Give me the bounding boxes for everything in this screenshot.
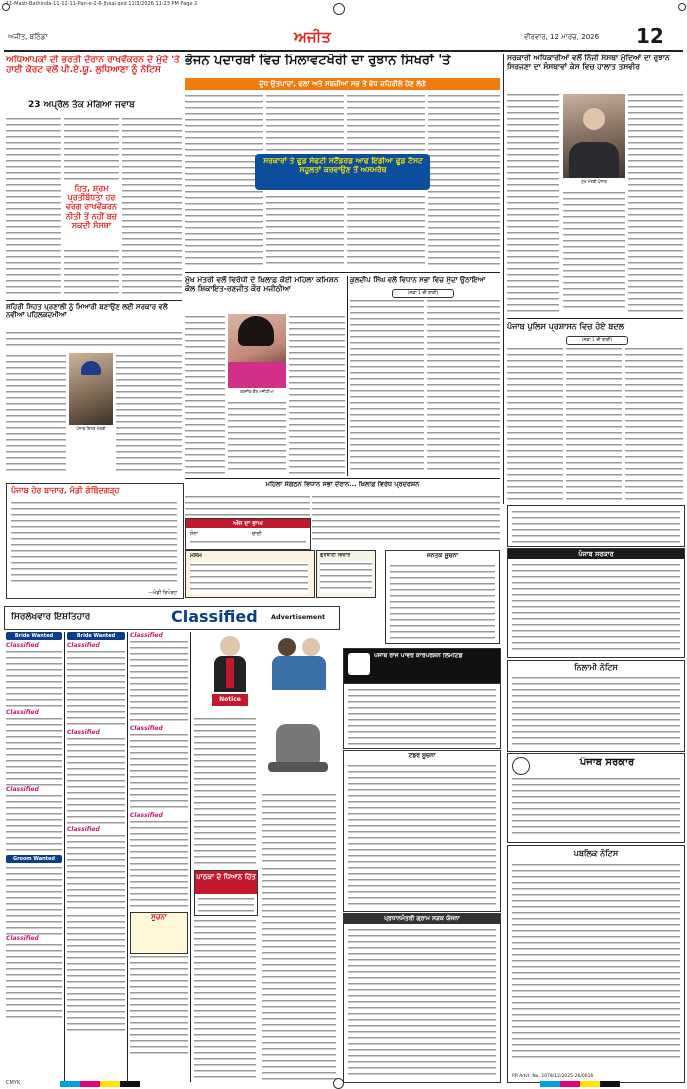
weather-body xyxy=(190,562,308,594)
lead-column xyxy=(185,93,263,268)
gurbani-title: ਗੁਰਬਾਣੀ ਵਿਚਾਰ xyxy=(320,553,351,558)
right-story2-headline: ਪੰਜਾਬ ਪੁਲਿਸ ਪ੍ਰਸ਼ਾਸਨ ਵਿਚ ਹੋਏ ਬਦਲ xyxy=(507,322,625,331)
public-notice-title: ਪਬਲਿਕ ਨੋਟਿਸ xyxy=(573,849,619,858)
news-photo-woman xyxy=(228,314,286,388)
gurbani-box xyxy=(316,550,376,598)
pmgsy-body xyxy=(348,927,496,1077)
notice-label: Notice xyxy=(212,694,248,706)
punjab-sarkar-ad-1-body xyxy=(512,562,680,652)
page-number: 12 xyxy=(636,24,664,48)
classified-banner-punjabi: ਸਿਰਲੇਖਵਾਰ ਇਸ਼ਤਿਹਾਰ xyxy=(11,612,91,622)
women-story-column xyxy=(185,314,225,474)
category-tag: Groom Wanted xyxy=(6,855,62,863)
silver-label: ਚਾਂਦੀ xyxy=(252,531,262,537)
right-story2-column xyxy=(625,346,683,502)
lead-callout-box xyxy=(255,154,430,190)
divider xyxy=(185,478,500,479)
power-corp-ad-body xyxy=(343,683,501,749)
classified-entry xyxy=(262,866,336,1080)
story-column xyxy=(185,494,310,516)
women-story-continued: ਮਹਿਲਾ ਸੰਗਠਨ ਵਿਧਾਨ ਸਭਾ ਦੌਰਾਨ... ਖ਼ਿਲਾਫ਼ ਵਿਰੋਧ ਪ੍ਰਦਰਸ਼ਨ xyxy=(265,481,420,488)
classified-entry xyxy=(6,716,62,786)
lead-column xyxy=(347,93,425,153)
person-head-shape xyxy=(278,638,296,656)
classified-entry xyxy=(262,792,336,862)
classified-logo: Classified xyxy=(6,709,39,716)
right-story-column xyxy=(507,92,559,312)
nilami-title: ਨਿਲਾਮੀ ਨੋਟਿਸ xyxy=(574,663,618,672)
classified-logo: Classified xyxy=(130,725,163,732)
power-corp-body xyxy=(348,687,496,745)
right-story2-column xyxy=(507,346,563,502)
suchna-title: ਸੂਚਨਾ xyxy=(151,913,167,921)
category-tag: Bride Wanted xyxy=(6,632,62,640)
classified-entry xyxy=(130,732,188,812)
hair-shape xyxy=(238,316,274,346)
registration-mark-icon xyxy=(333,1078,344,1089)
classified-banner-subtitle: Advertisement xyxy=(271,614,326,621)
weather-title: ਮੌਸਮ xyxy=(190,553,202,559)
story-column xyxy=(312,494,500,544)
registration-mark-icon xyxy=(2,3,10,11)
punjab-sarkar-2-title: ਪੰਜਾਬ ਸਰਕਾਰ xyxy=(579,757,635,768)
classified-entry xyxy=(6,793,62,853)
public-notice-body xyxy=(512,862,680,1062)
women-story-column xyxy=(228,400,286,474)
people-body-shape xyxy=(272,656,326,690)
left-story1-pullquote: ਹਿਤ, ਸ਼੍ਰਮ ਪ੍ਰਤੀਬੱਧਤਾ ਹਰ ਵਰਗ ਰਾਖਵੇਂਕਰਨ ਨੀਤੀ ਤੋਂ ਨਹੀਂ ਬਚ ਸਕਦੀ ਸੰਸਥਾ xyxy=(65,184,118,230)
lead-column xyxy=(347,194,425,268)
divider xyxy=(507,318,683,319)
tender-ad-1-body xyxy=(390,563,495,639)
classified-column-1 xyxy=(6,632,62,1082)
column-rule xyxy=(64,632,65,1082)
chair-illustration xyxy=(262,718,336,788)
color-bar xyxy=(540,1081,620,1087)
readers-attention-title: ਪਾਠਕਾਂ ਦੇ ਧਿਆਨ ਹਿੱਤ xyxy=(195,871,257,894)
left-story1-column xyxy=(122,116,182,294)
left-story1-column xyxy=(6,116,61,294)
lead-column xyxy=(266,93,344,153)
power-corp-ad-header xyxy=(343,648,501,684)
classified-entry xyxy=(67,913,125,1033)
turban-shape xyxy=(81,361,101,375)
today-rates-title: ਅੱਜ ਦਾ ਭਾਅ xyxy=(186,519,310,528)
mid-story-headline: ਕੁਲਦੀਪ ਸਿੰਘ ਵਲੋਂ ਵਿਧਾਨ ਸਭਾ ਵਿਚ ਮੁੱਦਾ ਉਠਾਇਆ xyxy=(350,276,486,284)
classified-entry xyxy=(194,918,256,1080)
lead-column xyxy=(266,194,344,268)
pmgsy-title: ਪ੍ਰਧਾਨਮੰਤਰੀ ਗ੍ਰਾਮ ਸੜਕ ਯੋਜਨਾ xyxy=(344,914,500,924)
column-rule xyxy=(347,276,348,476)
classified-logo: Classified xyxy=(67,642,100,649)
print-info-strip: 11-Mash-Bathinda-11-12-11-Pan-e-2-6-Jhaal.qxd 11/3/2026 11:23 PM Page 2 xyxy=(6,1,198,7)
color-bar xyxy=(60,1081,140,1087)
dupatta-shape xyxy=(228,362,286,388)
right-story-headline: ਸਰਕਾਰੀ ਅਧਿਕਾਰੀਆਂ ਵਲੋਂ ਨਿੱਜੀ ਸੰਸਥਾ ਮੁੱਦਿਆਂ ਦਾ ਰੁਝਾਨ ਸਿਰਜਣਾ ਦਾ ਸੰਸਥਾਵਾਂ ਕੇਸ ਵਿਚ ਹਾਲਾਤ ਤਸਵੀਰ xyxy=(507,54,670,71)
tender-notice-ad xyxy=(343,750,501,912)
divider xyxy=(185,272,500,273)
women-story-column xyxy=(289,314,345,474)
left-story2-column xyxy=(6,353,66,473)
gurbani-body xyxy=(320,561,372,593)
market-title: ਪੰਜਾਬ ਹੋਰ ਬਾਜ਼ਾਰ, ਮੰਡੀ ਗੋਬਿੰਦਗੜ੍ਹ xyxy=(11,486,120,495)
classified-entry xyxy=(6,865,62,935)
power-corp-title: ਪੰਜਾਬ ਰਾਜ ਪਾਵਰ ਕਾਰਪੋਰੇਸ਼ਨ ਲਿਮਟਿਡ xyxy=(374,653,463,659)
classified-logo: Classified xyxy=(6,642,39,649)
classified-logo: Classified xyxy=(6,935,39,942)
registration-mark-icon xyxy=(333,3,345,15)
jacket-shape xyxy=(569,142,619,178)
punjab-sarkar-ad-1-title: ਪੰਜਾਬ ਸਰਕਾਰ xyxy=(508,549,684,559)
punjab-sarkar-ad-2 xyxy=(507,753,685,843)
classified-logo: Classified xyxy=(67,729,100,736)
tender-ad-1-title: ਜਨਤਕ ਸੂਚਨਾ xyxy=(426,553,459,559)
classified-logo: Classified xyxy=(67,826,100,833)
classified-entry xyxy=(6,649,62,709)
right-story2-column xyxy=(566,346,622,502)
classified-entry xyxy=(6,942,62,1020)
today-rates-box xyxy=(185,518,311,550)
notice-illustration xyxy=(204,634,256,712)
registration-mark-icon xyxy=(678,3,686,11)
classified-entry xyxy=(130,639,188,725)
left-story1-subhead: 23 ਅਪ੍ਰੈਲ ਤੱਕ ਮੰਗਿਆ ਜਵਾਬ xyxy=(28,100,135,110)
cmyk-mark: CMYK xyxy=(6,1080,21,1086)
divider xyxy=(6,300,182,301)
lead-column xyxy=(428,93,500,268)
column-rule xyxy=(127,632,128,1082)
header-rule xyxy=(4,50,683,52)
tender-notice-title: ਟੈਂਡਰ ਸੂਚਨਾ xyxy=(408,753,436,759)
left-story1-column xyxy=(64,116,119,180)
pr-advt-number: PR Advt. No. 1078/12/2025-26/0016 xyxy=(512,1074,594,1079)
classified-entry xyxy=(194,716,256,866)
header-date: ਵੀਰਵਾਰ, 12 ਮਾਰਚ, 2026 xyxy=(524,33,600,41)
masthead-logo: ਅਜੀਤ xyxy=(294,28,331,46)
punjab-sarkar-2-body xyxy=(512,776,680,838)
readers-attention-body xyxy=(198,896,254,912)
category-tag: Bride Wanted xyxy=(67,632,125,640)
mid-story-column xyxy=(427,298,500,474)
column-rule xyxy=(503,54,504,504)
classified-entry xyxy=(130,954,188,1054)
rates-values xyxy=(190,539,306,546)
photo-caption: ਪੰਜਾਬ ਸਿਹਤ ਮੰਤਰੀ xyxy=(76,426,106,431)
photo-caption: ਰਣਜੀਤ ਕੌਰ ਮਜੀਠੀਆ xyxy=(240,389,274,394)
right-story-column xyxy=(628,92,683,312)
couple-illustration xyxy=(262,634,336,712)
classified-logo: Classified xyxy=(130,812,163,819)
gold-label: ਸੋਨਾ xyxy=(190,531,198,537)
photo-caption: ਮੁੱਖ ਮੰਤਰੀ ਪੰਜਾਬ xyxy=(581,179,607,184)
classified-column-3 xyxy=(130,632,188,1082)
classified-banner-title: Classified xyxy=(171,608,258,626)
notice-ad-top-body xyxy=(512,509,680,543)
market-body xyxy=(11,500,177,584)
tender-notice-body xyxy=(348,763,496,908)
nilami-body xyxy=(512,675,680,747)
classified-column-2 xyxy=(67,632,125,1082)
power-corp-logo-icon xyxy=(348,653,370,675)
page-header xyxy=(4,24,683,48)
column-rule xyxy=(190,632,191,1082)
lead-subhead: ਦੁੱਧ ਉਤਪਾਦਾਂ, ਫਲਾਂ ਅਤੇ ਸਬਜ਼ੀਆਂ ਸਭ ਤੋਂ ਵੱਧ ਜ਼ਹਿਰੀਲੇ ਹੋਣ ਲੱਗੇ xyxy=(185,78,500,90)
news-photo-speaker xyxy=(563,94,625,178)
market-rates-box xyxy=(6,483,184,599)
continued-tag: (ਸਫ਼ਾ 1 ਦੀ ਬਾਕੀ) xyxy=(392,289,454,298)
suchna-box xyxy=(130,912,188,954)
nilami-notice-ad xyxy=(507,660,685,752)
women-story-headline: ਮੁੱਖ ਮੰਤਰੀ ਵਲੋਂ ਵਿਰੋਧੀ ਦੇ ਖ਼ਿਲਾਫ਼ ਕੋਈ ਮਹਿਲਾ ਕਮਿਸ਼ਨ ਕੋਲ ਸ਼ਿਕਾਇਤ-ਰਣਜੀਤ ਕੌਰ ਮਜੀਠੀਆ xyxy=(185,276,339,293)
left-story1-column xyxy=(64,248,119,294)
right-story-column xyxy=(563,190,625,312)
govt-emblem-icon xyxy=(512,757,530,775)
left-story1-headline: ਅਧਿਆਪਕਾਂ ਦੀ ਭਰਤੀ ਦੌਰਾਨ ਰਾਖਵੇਂਕਰਨ ਦੇ ਮੁੱਦੇ 'ਤੇ ਹਾਈ ਕੋਰਟ ਵਲੋਂ ਪੀ.ਏ.ਯੂ. ਲੁਧਿਆਣਾ ਨੂੰ ਨੋਟਿਸ xyxy=(6,55,180,76)
left-story2-column xyxy=(116,353,182,473)
public-notice-ad xyxy=(507,845,685,1083)
header-city: ਅਜੀਤ, ਬਠਿੰਡਾ xyxy=(8,33,48,41)
classified-entry xyxy=(67,833,125,913)
classified-logo: Classified xyxy=(6,786,39,793)
classified-entry xyxy=(67,649,125,729)
weather-box xyxy=(185,550,315,598)
left-story2-intro xyxy=(6,330,182,350)
chair-back-shape xyxy=(276,724,320,764)
tender-ad-1 xyxy=(385,550,500,644)
tie-shape xyxy=(226,658,234,688)
chair-seat-shape xyxy=(268,762,328,772)
notice-ad-top xyxy=(507,505,685,547)
continued-tag: (ਸਫ਼ਾ 1 ਦੀ ਬਾਕੀ) xyxy=(566,336,628,345)
lead-headline: ਭੋਜਨ ਪਦਾਰਥਾਂ ਵਿਚ ਮਿਲਾਵਟਖੋਰੀ ਦਾ ਰੁਝਾਨ ਸਿਖਰਾਂ 'ਤੇ xyxy=(185,54,451,68)
punjab-sarkar-ad-1 xyxy=(507,548,685,658)
market-byline: —ਮੰਡੀ ਰਿਪੋਰਟ xyxy=(148,590,177,596)
classified-logo: Classified xyxy=(130,632,163,639)
spacer xyxy=(262,616,336,626)
classified-entry xyxy=(67,736,125,826)
lead-callout: ਸਰਕਾਰਾਂ ਤੇ ਫੂਡ ਸੇਫਟੀ ਸਟੈਂਡਰਡ ਆਫ ਇੰਡੀਆ ਫੂਡ ਟੈਸਟ ਸਹੂਲਤਾਂ ਕਰਵਾਉਣ ਤੋਂ ਅਸਮਰੱਥ xyxy=(263,157,423,174)
news-photo-man-turban xyxy=(69,353,113,425)
mid-story-column xyxy=(350,298,424,474)
left-story2-headline: ਸ਼ਹਿਰੀ ਸਿਹਤ ਪ੍ਰਣਾਲੀ ਨੂੰ ਮਿਆਰੀ ਬਣਾਉਣ ਲਈ ਸਰਕਾਰ ਵਲੋਂ ਨਵੀਆਂ ਪਹਿਲਕਦਮੀਆਂ xyxy=(6,303,168,320)
readers-attention-box xyxy=(194,870,258,916)
person-head-shape xyxy=(302,638,320,656)
person-head-shape xyxy=(220,636,240,656)
classified-entry xyxy=(130,819,188,909)
face-shape xyxy=(583,108,605,130)
pmgsy-ad xyxy=(343,913,501,1083)
